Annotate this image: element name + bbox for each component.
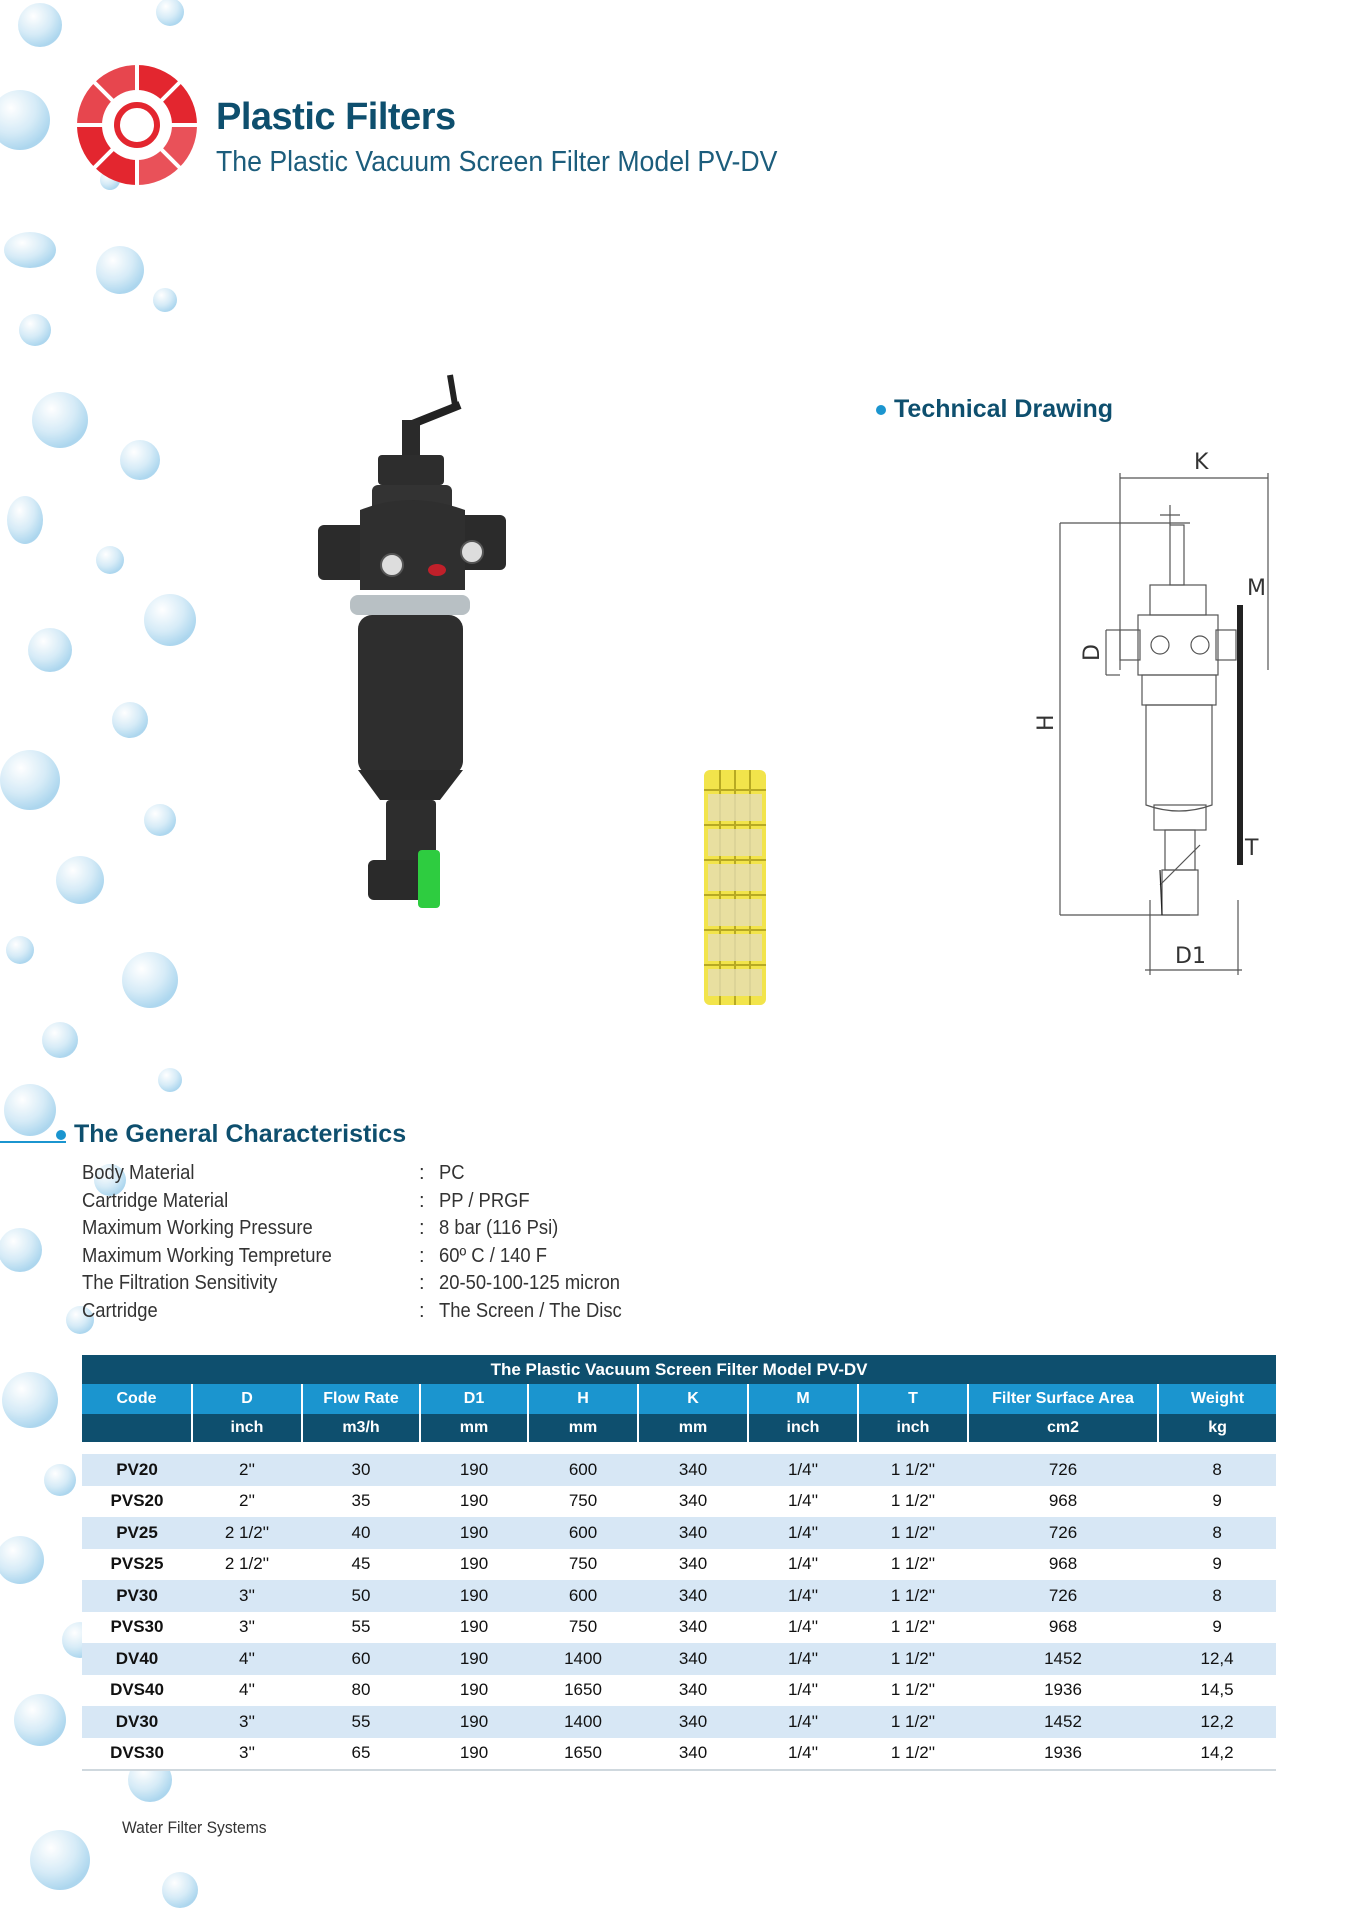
table-cell: 750: [528, 1612, 638, 1644]
table-cell: PVS30: [82, 1612, 192, 1644]
characteristic-label: Cartridge: [82, 1299, 158, 1322]
table-cell: 968: [968, 1612, 1158, 1644]
table-cell: 14,2: [1158, 1738, 1276, 1771]
technical-drawing-heading: Technical Drawing: [876, 395, 1113, 424]
table-cell: 1/4'': [748, 1580, 858, 1612]
technical-drawing: [1020, 445, 1290, 985]
table-cell: 2'': [192, 1486, 302, 1518]
characteristic-row: Body Material : PC: [82, 1162, 465, 1185]
table-cell: DVS30: [82, 1738, 192, 1771]
table-cell: PV30: [82, 1580, 192, 1612]
table-cell: 340: [638, 1612, 748, 1644]
dimension-label-m: M: [1247, 576, 1266, 601]
table-cell: 3'': [192, 1706, 302, 1738]
table-cell: 80: [302, 1675, 420, 1707]
table-cell: 1 1/2'': [858, 1486, 968, 1518]
table-cell: PV25: [82, 1517, 192, 1549]
characteristic-value: 20-50-100-125 micron: [439, 1272, 621, 1295]
characteristics-list: [82, 1160, 782, 1325]
table-cell: 190: [420, 1517, 528, 1549]
table-cell: 40: [302, 1517, 420, 1549]
footer-text: Water Filter Systems: [122, 1818, 267, 1837]
column-unit: inch: [748, 1414, 858, 1442]
characteristic-label: Cartridge Material: [82, 1189, 229, 1212]
table-cell: 1/4'': [748, 1612, 858, 1644]
table-row: [82, 1549, 1276, 1581]
table-cell: 340: [638, 1517, 748, 1549]
table-cell: 60: [302, 1643, 420, 1675]
table-cell: 600: [528, 1454, 638, 1486]
table-cell: 750: [528, 1549, 638, 1581]
table-cell: 190: [420, 1454, 528, 1486]
table-cell: 968: [968, 1549, 1158, 1581]
table-cell: 2 1/2'': [192, 1549, 302, 1581]
table-cell: 190: [420, 1486, 528, 1518]
table-cell: 9: [1158, 1486, 1276, 1518]
table-row: [82, 1486, 1276, 1518]
column-unit: mm: [638, 1414, 748, 1442]
filter-product-image: [300, 360, 530, 920]
page-title: Plastic Filters: [216, 96, 456, 138]
table-cell: 600: [528, 1580, 638, 1612]
characteristic-label: Maximum Working Tempreture: [82, 1244, 332, 1267]
characteristic-label: The Filtration Sensitivity: [82, 1272, 278, 1295]
table-row: [82, 1738, 1276, 1771]
table-cell: 3'': [192, 1612, 302, 1644]
column-unit: [82, 1414, 192, 1442]
column-unit: inch: [858, 1414, 968, 1442]
table-cell: 8: [1158, 1580, 1276, 1612]
table-cell: 9: [1158, 1612, 1276, 1644]
table-cell: 1/4'': [748, 1549, 858, 1581]
column-header: Weight: [1158, 1384, 1276, 1414]
table-cell: 726: [968, 1517, 1158, 1549]
table-cell: 1 1/2'': [858, 1706, 968, 1738]
company-logo: [72, 60, 202, 190]
table-cell: 1 1/2'': [858, 1738, 968, 1771]
table-row: [82, 1612, 1276, 1644]
table-cell: 12,2: [1158, 1706, 1276, 1738]
column-unit: mm: [420, 1414, 528, 1442]
characteristic-row: Maximum Working Pressure : 8 bar (116 Psi): [82, 1217, 559, 1240]
table-unit-row: [82, 1414, 1276, 1442]
table-cell: 1 1/2'': [858, 1643, 968, 1675]
table-cell: 30: [302, 1454, 420, 1486]
table-cell: 1452: [968, 1706, 1158, 1738]
table-cell: 35: [302, 1486, 420, 1518]
column-unit: kg: [1158, 1414, 1276, 1442]
table-cell: 340: [638, 1738, 748, 1771]
table-cell: 1400: [528, 1706, 638, 1738]
table-title: The Plastic Vacuum Screen Filter Model PV-DV: [82, 1355, 1276, 1384]
table-cell: 968: [968, 1486, 1158, 1518]
table-cell: 750: [528, 1486, 638, 1518]
dimension-label-d1: D1: [1175, 944, 1206, 969]
table-cell: 1/4'': [748, 1486, 858, 1518]
table-cell: 1 1/2'': [858, 1454, 968, 1486]
table-cell: 8: [1158, 1454, 1276, 1486]
characteristic-value: 60º C / 140 F: [439, 1244, 547, 1267]
table-cell: 1 1/2'': [858, 1580, 968, 1612]
table-cell: 55: [302, 1706, 420, 1738]
general-characteristics-heading: The General Characteristics: [56, 1120, 406, 1149]
table-cell: 1650: [528, 1738, 638, 1771]
table-cell: 1650: [528, 1675, 638, 1707]
table-cell: 9: [1158, 1549, 1276, 1581]
dimension-label-k: K: [1194, 450, 1209, 475]
table-cell: 3'': [192, 1738, 302, 1771]
table-cell: 190: [420, 1675, 528, 1707]
table-cell: 12,4: [1158, 1643, 1276, 1675]
table-cell: PV20: [82, 1454, 192, 1486]
characteristic-row: Cartridge : The Screen / The Disc: [82, 1299, 622, 1322]
table-cell: 340: [638, 1675, 748, 1707]
table-cell: DVS40: [82, 1675, 192, 1707]
column-header: M: [748, 1384, 858, 1414]
column-header: Filter Surface Area: [968, 1384, 1158, 1414]
table-row: [82, 1706, 1276, 1738]
table-cell: 1400: [528, 1643, 638, 1675]
dimension-label-d: D: [1080, 644, 1105, 661]
table-cell: DV30: [82, 1706, 192, 1738]
dimension-label-t: T: [1245, 836, 1259, 861]
table-cell: 190: [420, 1706, 528, 1738]
dimension-label-h: H: [1034, 714, 1059, 731]
bullet-icon: [876, 405, 886, 415]
column-header: Code: [82, 1384, 192, 1414]
table-cell: 190: [420, 1580, 528, 1612]
table-cell: 2'': [192, 1454, 302, 1486]
table-cell: 190: [420, 1612, 528, 1644]
column-unit: inch: [192, 1414, 302, 1442]
table-cell: 65: [302, 1738, 420, 1771]
table-cell: 340: [638, 1486, 748, 1518]
column-header: T: [858, 1384, 968, 1414]
table-cell: DV40: [82, 1643, 192, 1675]
characteristic-value: PC: [439, 1162, 465, 1185]
screen-cartridge-image: [700, 770, 770, 1005]
column-unit: mm: [528, 1414, 638, 1442]
table-row: [82, 1675, 1276, 1707]
characteristic-row: Cartridge Material : PP / PRGF: [82, 1189, 530, 1212]
table-row: [82, 1454, 1276, 1486]
bullet-icon: [56, 1130, 66, 1140]
table-cell: 600: [528, 1517, 638, 1549]
table-cell: 1452: [968, 1643, 1158, 1675]
characteristic-value: The Screen / The Disc: [439, 1299, 622, 1322]
table-cell: 190: [420, 1738, 528, 1771]
table-row: [82, 1580, 1276, 1612]
column-header: K: [638, 1384, 748, 1414]
characteristic-row: The Filtration Sensitivity : 20-50-100-125 micron: [82, 1272, 621, 1295]
table-cell: 8: [1158, 1517, 1276, 1549]
column-header: D1: [420, 1384, 528, 1414]
characteristic-value: 8 bar (116 Psi): [439, 1217, 559, 1240]
table-cell: 340: [638, 1454, 748, 1486]
table-cell: 1/4'': [748, 1706, 858, 1738]
table-cell: 726: [968, 1580, 1158, 1612]
table-cell: 3'': [192, 1580, 302, 1612]
table-cell: 1 1/2'': [858, 1549, 968, 1581]
table-row: [82, 1517, 1276, 1549]
table-cell: 340: [638, 1549, 748, 1581]
table-cell: 1 1/2'': [858, 1612, 968, 1644]
model-specifications-table: [82, 1355, 1276, 1771]
table-cell: 726: [968, 1454, 1158, 1486]
column-unit: m3/h: [302, 1414, 420, 1442]
table-cell: 14,5: [1158, 1675, 1276, 1707]
table-cell: 1 1/2'': [858, 1517, 968, 1549]
table-row: [82, 1643, 1276, 1675]
table-cell: 1936: [968, 1675, 1158, 1707]
table-cell: 1/4'': [748, 1454, 858, 1486]
characteristic-label: Body Material: [82, 1162, 195, 1185]
table-cell: 1936: [968, 1738, 1158, 1771]
table-cell: 45: [302, 1549, 420, 1581]
table-cell: 1/4'': [748, 1517, 858, 1549]
characteristic-label: Maximum Working Pressure: [82, 1217, 313, 1240]
table-cell: 340: [638, 1643, 748, 1675]
table-header-row: [82, 1384, 1276, 1414]
table-cell: 55: [302, 1612, 420, 1644]
column-header: H: [528, 1384, 638, 1414]
table-cell: 1/4'': [748, 1675, 858, 1707]
table-cell: 190: [420, 1549, 528, 1581]
characteristic-value: PP / PRGF: [439, 1189, 530, 1212]
table-cell: 4'': [192, 1675, 302, 1707]
characteristic-row: Maximum Working Tempreture : 60º C / 140 F: [82, 1244, 547, 1267]
table-cell: 1/4'': [748, 1738, 858, 1771]
column-header: D: [192, 1384, 302, 1414]
table-cell: 340: [638, 1580, 748, 1612]
table-cell: 1 1/2'': [858, 1675, 968, 1707]
page-subtitle: The Plastic Vacuum Screen Filter Model PV-DV: [216, 146, 778, 178]
table-cell: PVS25: [82, 1549, 192, 1581]
column-header: Flow Rate: [302, 1384, 420, 1414]
table-cell: 1/4'': [748, 1643, 858, 1675]
table-cell: 340: [638, 1706, 748, 1738]
table-cell: 50: [302, 1580, 420, 1612]
table-cell: PVS20: [82, 1486, 192, 1518]
table-cell: 4'': [192, 1643, 302, 1675]
table-cell: 190: [420, 1643, 528, 1675]
table-cell: 2 1/2'': [192, 1517, 302, 1549]
column-unit: cm2: [968, 1414, 1158, 1442]
